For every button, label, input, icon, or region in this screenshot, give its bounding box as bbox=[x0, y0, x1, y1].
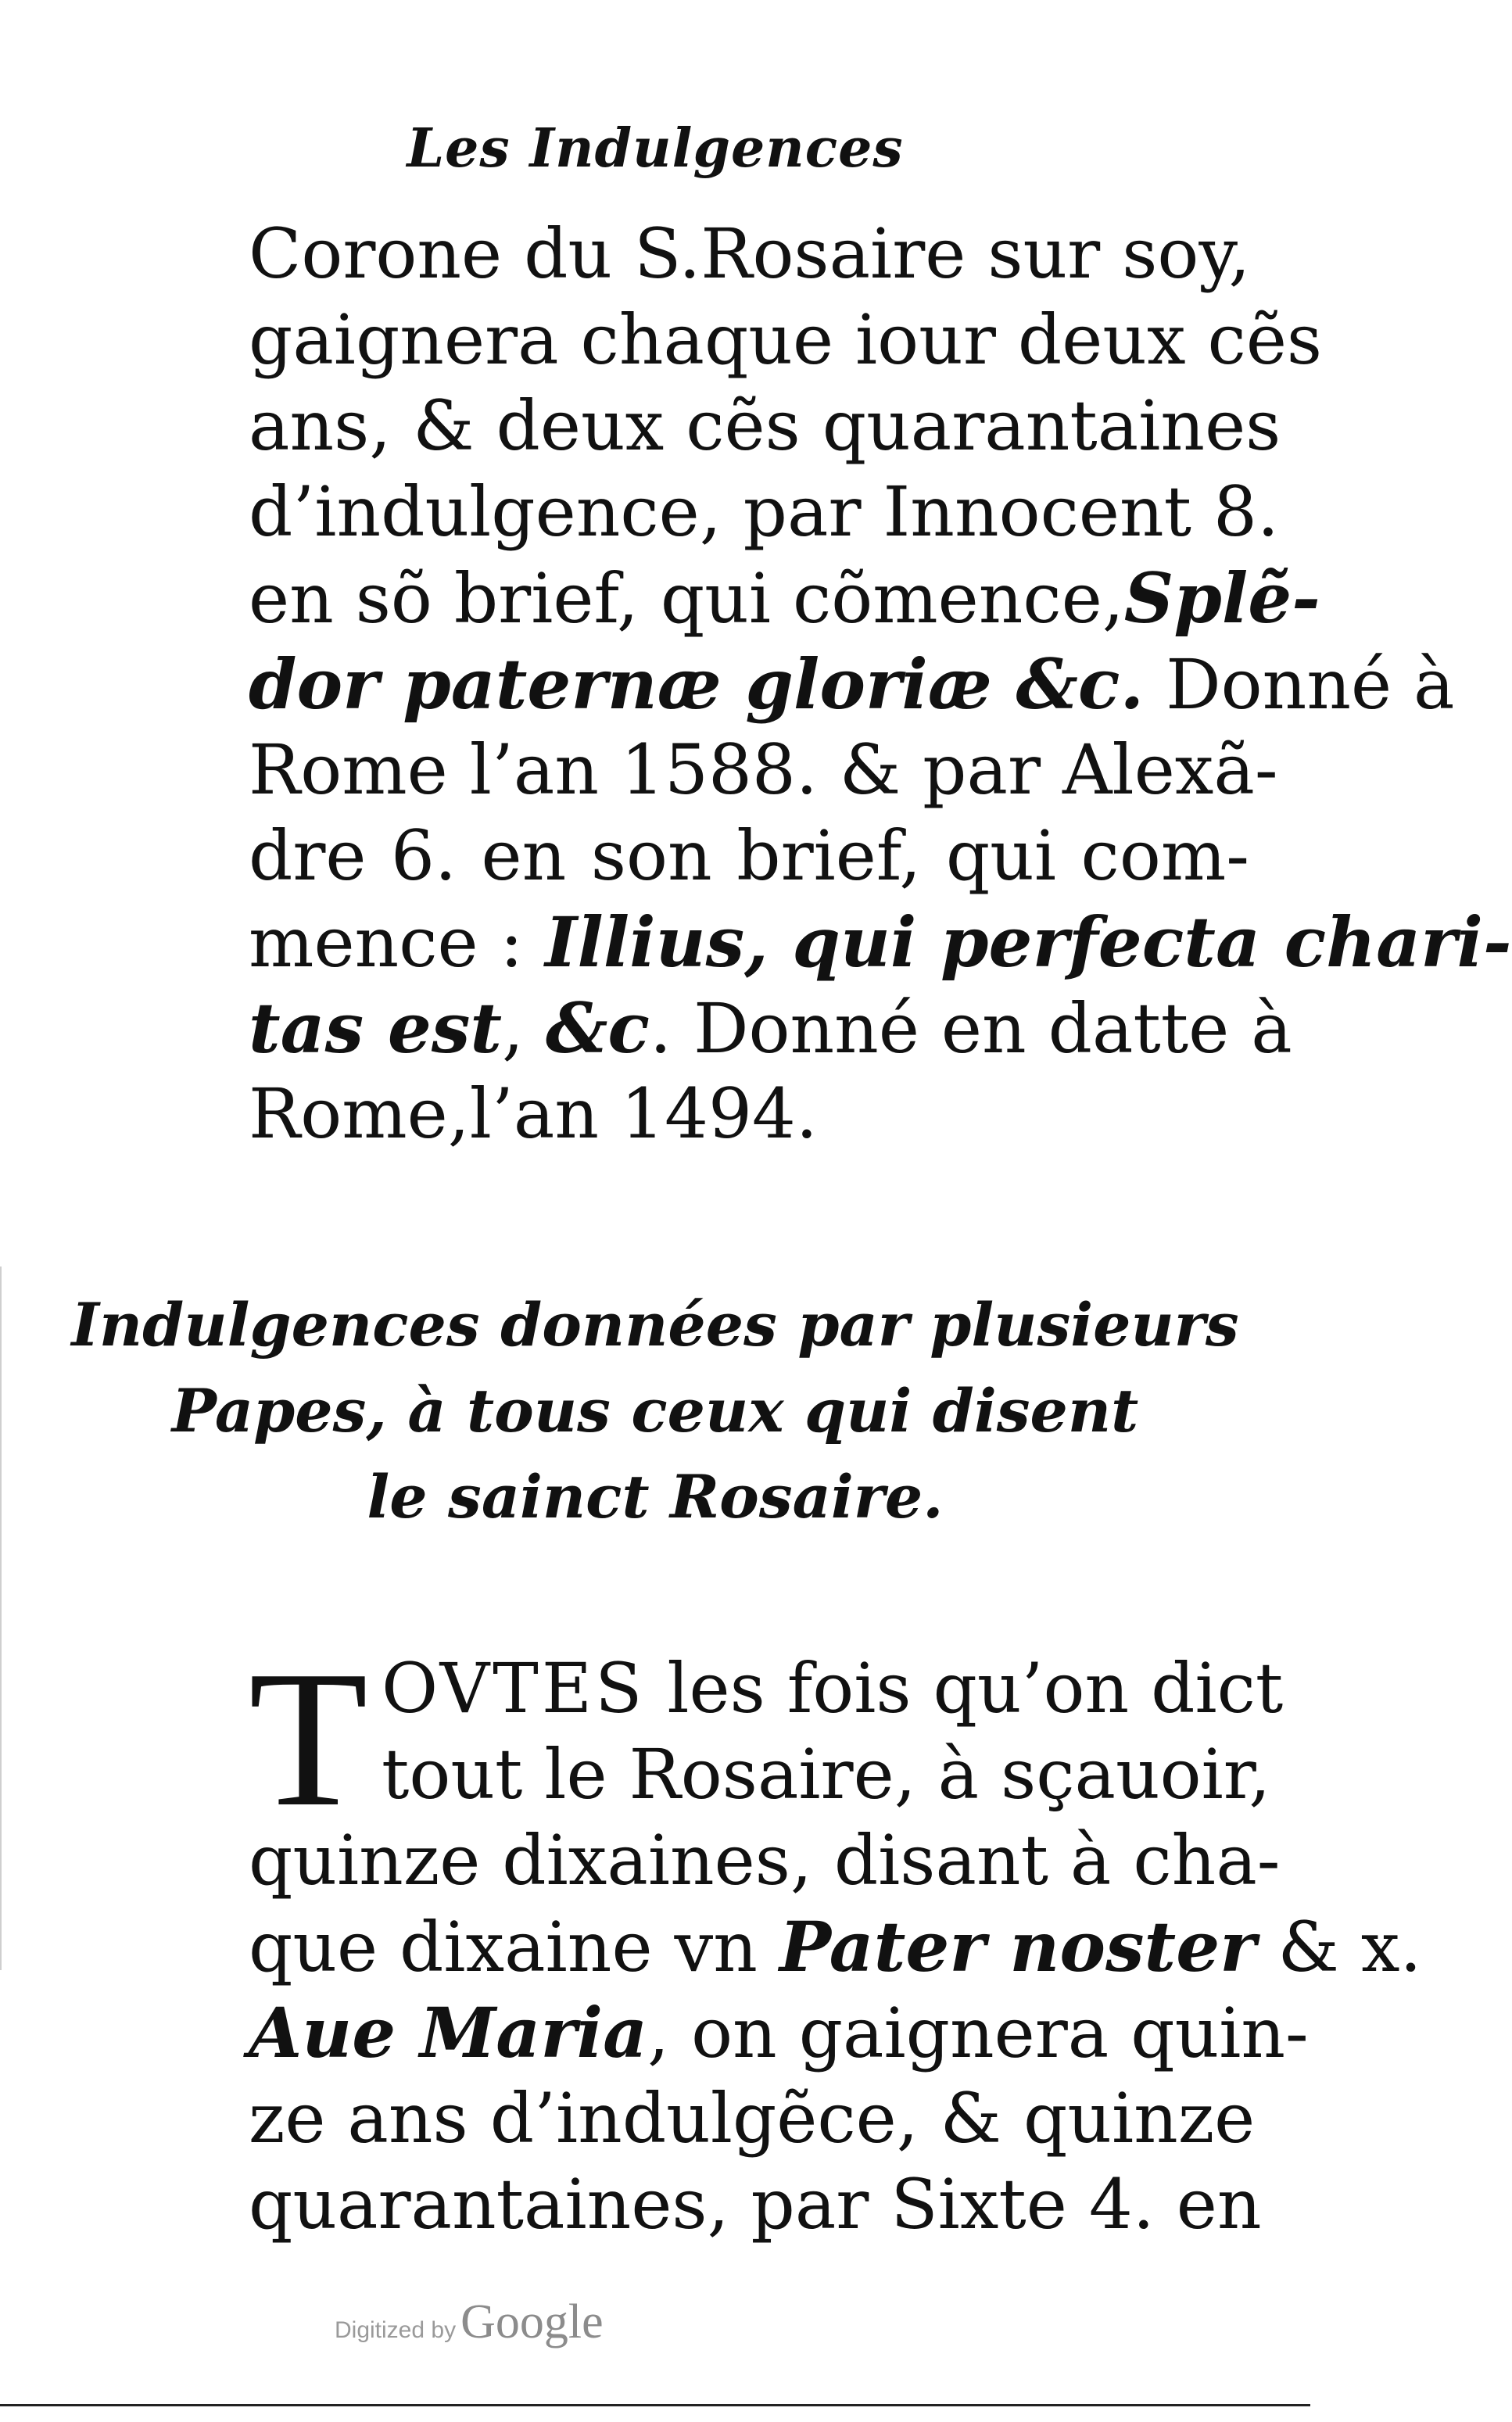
text-line bbox=[249, 899, 1512, 985]
text-run: que dixaine vn bbox=[249, 1907, 779, 1987]
text-line: ze ans d’indulgẽce, & quinze bbox=[249, 2078, 1256, 2159]
text-line bbox=[249, 1904, 1422, 1990]
text-run: les fois qu’on dict bbox=[645, 1648, 1284, 1729]
paragraph-2 bbox=[249, 1631, 1422, 2248]
italic-run: Aue Maria bbox=[249, 1992, 648, 2073]
text-line bbox=[249, 1646, 1284, 1732]
italic-run: dor paternæ gloriæ &c. bbox=[249, 643, 1145, 725]
section-title-line: Papes, à tous ceux qui disent bbox=[171, 1376, 1139, 1446]
running-head: Les Indulgences bbox=[407, 117, 904, 180]
section-title bbox=[0, 1282, 1310, 1540]
text-line: d’indulgence, par Innocent 8. bbox=[249, 471, 1279, 552]
google-logo: Google bbox=[460, 2295, 604, 2349]
italic-run: Pater noster bbox=[779, 1906, 1256, 1987]
bottom-rule bbox=[0, 2404, 1310, 2406]
italic-run: &c bbox=[545, 987, 650, 1069]
italic-run: Illius, qui perfecta chari- bbox=[545, 901, 1512, 983]
drop-cap: T bbox=[249, 1631, 368, 1847]
first-word: OVTES bbox=[382, 1648, 646, 1729]
digitized-by-label: Digitized by bbox=[335, 2317, 457, 2343]
text-line: Corone du S.Rosaire sur soy, bbox=[249, 213, 1251, 294]
text-line: quinze dixaines, disant à cha- bbox=[249, 1820, 1281, 1901]
text-line bbox=[249, 985, 1292, 1071]
italic-run: Splẽ- bbox=[1123, 557, 1320, 639]
text-line: Rome l’an 1588. & par Alexã- bbox=[249, 729, 1278, 810]
text-line: quarantaines, par Sixte 4. en bbox=[249, 2164, 1262, 2245]
text-line bbox=[249, 641, 1455, 727]
text-line bbox=[249, 1990, 1309, 2076]
text-line: gaignera chaque iour deux cẽs bbox=[249, 299, 1323, 380]
digitization-watermark bbox=[335, 2295, 604, 2350]
section-title-line: Indulgences données par plusieurs bbox=[71, 1290, 1239, 1360]
text-line: dre 6. en son brief, qui com- bbox=[249, 815, 1249, 896]
section-title-line: le sainct Rosaire. bbox=[367, 1462, 944, 1532]
text-run: mence : bbox=[249, 902, 546, 983]
page-edge-shadow bbox=[0, 1267, 2, 1970]
italic-run: tas est bbox=[249, 987, 503, 1069]
text-run: . Donné en datte à bbox=[650, 988, 1292, 1069]
text-run: , on gaignera quin- bbox=[647, 1993, 1309, 2073]
text-run: Donné à bbox=[1166, 644, 1455, 725]
text-run: en sõ brief, qui cõmence, bbox=[249, 558, 1124, 639]
text-line: ans, & deux cẽs quarantaines bbox=[249, 385, 1281, 466]
text-run: , bbox=[502, 988, 546, 1069]
text-line: tout le Rosaire, à sçauoir, bbox=[382, 1734, 1271, 1815]
text-run: & x. bbox=[1256, 1907, 1422, 1987]
paragraph-1 bbox=[249, 211, 1512, 1157]
text-line: Rome,l’an 1494. bbox=[249, 1073, 818, 1154]
text-line bbox=[249, 555, 1320, 641]
